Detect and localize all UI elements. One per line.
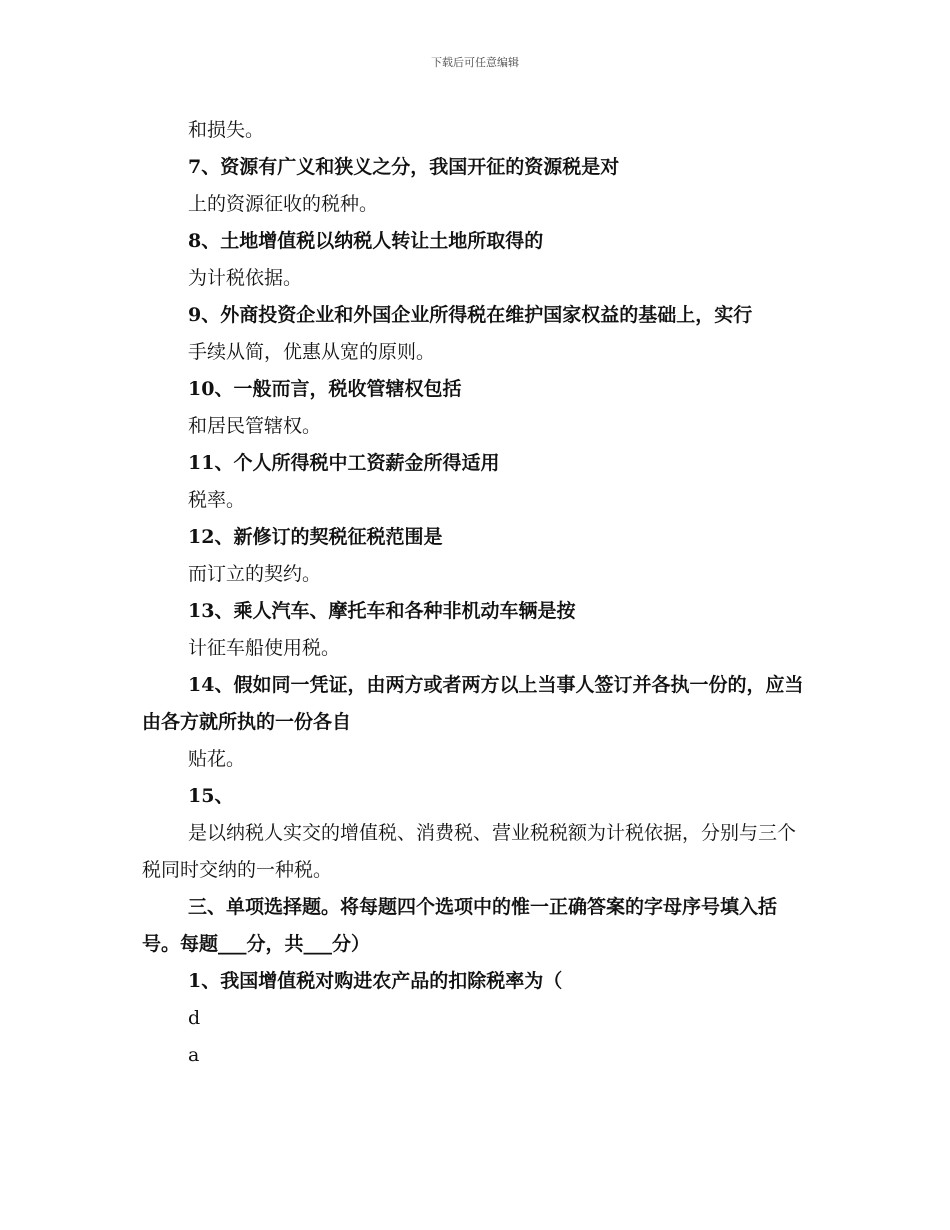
question-8: 8、土地增值税以纳税人转让土地所取得的 bbox=[188, 230, 544, 252]
text-line: 而订立的契约。 bbox=[188, 563, 322, 585]
question-13: 13、乘人汽车、摩托车和各种非机动车辆是按 bbox=[188, 600, 576, 622]
text-line: 是以纳税人实交的增值税、消费税、营业税税额为计税依据，分别与三个税同时交纳的一种税。 bbox=[142, 822, 797, 881]
question-11: 11、个人所得税中工资薪金所得适用 bbox=[188, 452, 500, 474]
text-line: 计征车船使用税。 bbox=[188, 637, 341, 659]
question-14: 14、假如同一凭证，由两方或者两方以上当事人签订并各执一份的，应当由各方就所执的一份各自 bbox=[142, 674, 804, 733]
text-line: 和居民管辖权。 bbox=[188, 415, 322, 437]
text-line: 贴花。 bbox=[188, 748, 246, 770]
text-line: 上的资源征收的税种。 bbox=[188, 193, 379, 215]
question-15: 15、 bbox=[188, 785, 234, 807]
document-body bbox=[142, 112, 810, 1074]
text-line: 税率。 bbox=[188, 489, 246, 511]
question-9: 9、外商投资企业和外国企业所得税在维护国家权益的基础上，实行 bbox=[188, 304, 753, 326]
section-heading: 三、单项选择题。将每题四个选项中的惟一正确答案的字母序号填入括号。每题___分，共___分） bbox=[142, 896, 778, 955]
text-line: 和损失。 bbox=[188, 119, 265, 141]
question-12: 12、新修订的契税征税范围是 bbox=[188, 526, 443, 548]
text-line: 手续从简，优惠从宽的原则。 bbox=[188, 341, 436, 363]
page-header: 下载后可任意编辑 bbox=[431, 56, 519, 69]
choice-question-1: 1、我国增值税对购进农产品的扣除税率为（ bbox=[188, 970, 563, 992]
answer-option: a bbox=[188, 1044, 200, 1066]
text-line: 为计税依据。 bbox=[188, 267, 303, 289]
question-7: 7、资源有广义和狭义之分，我国开征的资源税是对 bbox=[188, 156, 620, 178]
question-10: 10、一般而言，税收管辖权包括 bbox=[188, 378, 462, 400]
answer-option: d bbox=[188, 1007, 201, 1029]
